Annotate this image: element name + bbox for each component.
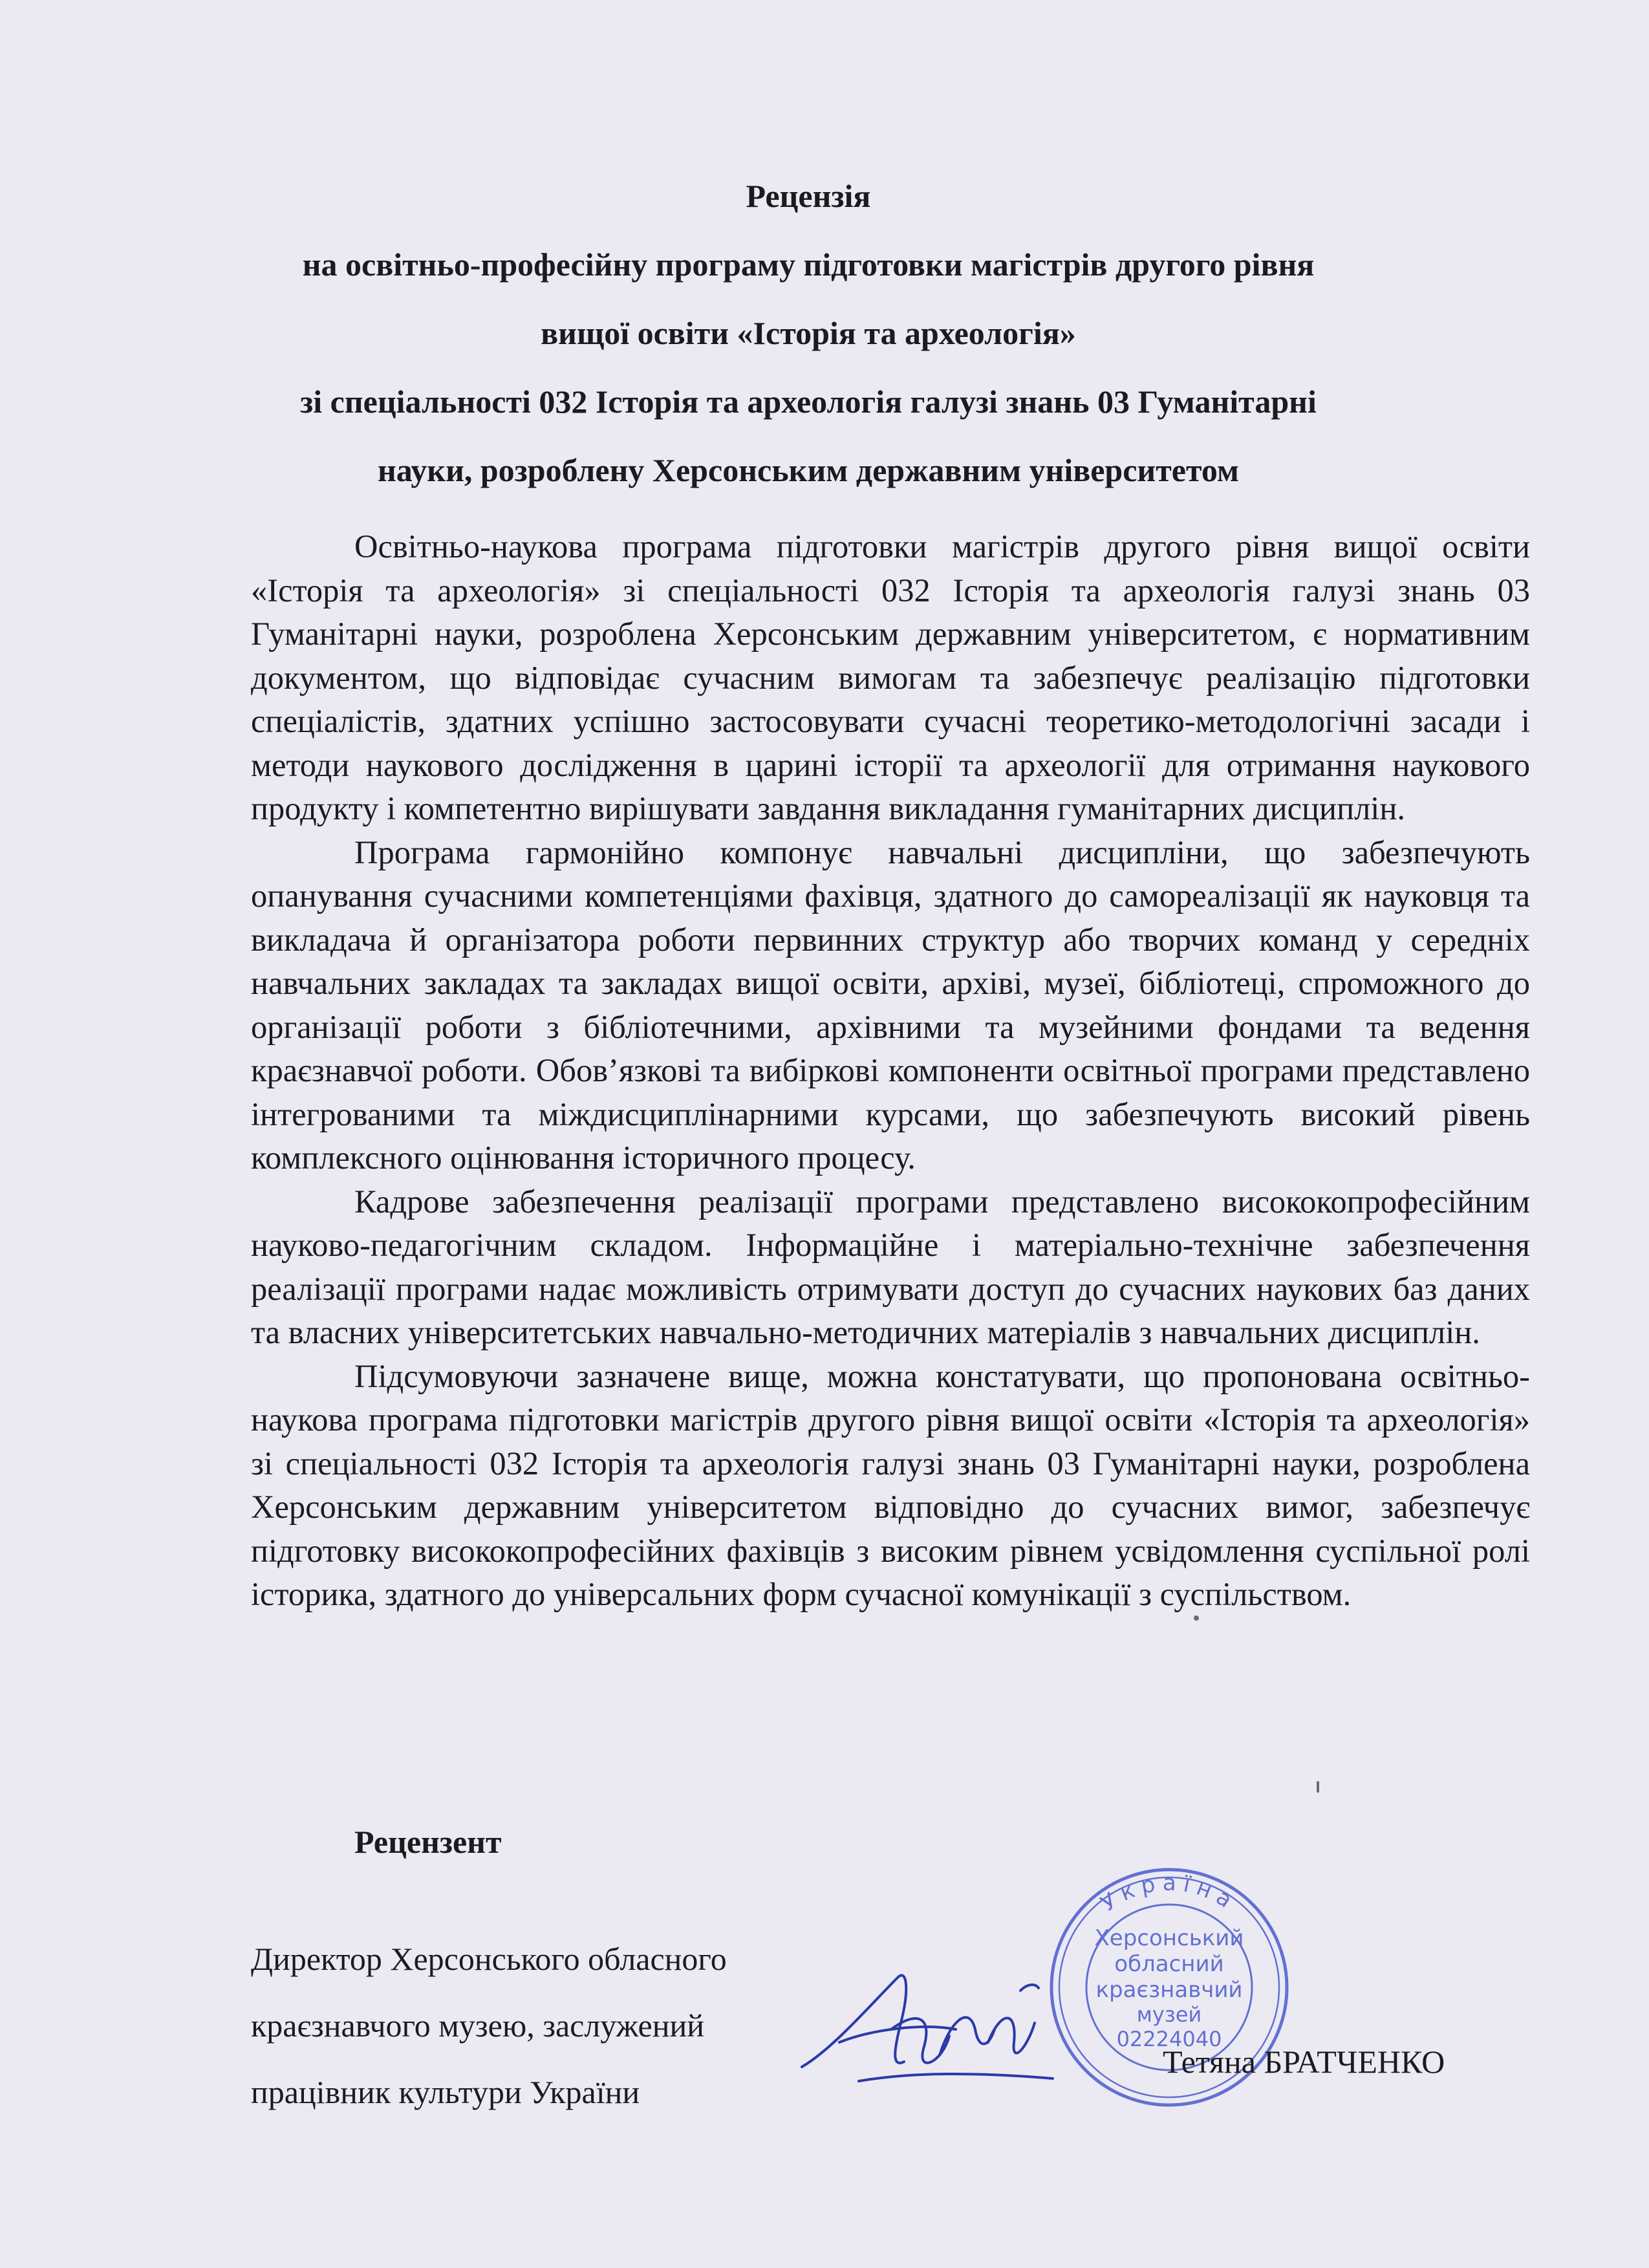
title-line: зі спеціальності 032 Історія та археологія галузі знань 03 Гуманітарні <box>300 383 1317 420</box>
stamp-line: обласний <box>1114 1951 1224 1977</box>
scan-speck <box>1317 1781 1319 1793</box>
position-line: працівник культури України <box>251 2074 640 2110</box>
position-line: Директор Херсонського обласного <box>251 1941 727 1977</box>
body-paragraph: Освітньо-наукова програма підготовки магістрів другого рівня вищої освіти «Історія та археологія» зі спеціальності 032 Історія та археологія галузі знань 03 Гуманітарні науки, розроблена Херсонським державним університетом, є нормативним документом, що відповідає сучасним вимогам та забезпечує реалізацію підготовки спеціалістів, здатних успішно застосовувати сучасні теоретико-методологічні засади і методи наукового дослідження в царині історії та археології для отримання наукового продукту і компетентно вирішувати завдання викладання гуманітарних дисциплін. <box>251 528 1530 826</box>
body-paragraph: Підсумовуючи зазначене вище, можна констатувати, що пропонована освітньо-наукова програма підготовки магістрів другого рівня вищої освіти «Історія та археологія» зі спеціальності 032 Історія та археологія галузі знань 03 Гуманітарні науки, розроблена Херсонським державним університетом відповідно до сучасних вимог, забезпечує підготовку висококопрофесійних фахівців з високим рівнем усвідомлення суспільної ролі історика, здатного до універсальних форм сучасної комунікації з суспільством. <box>251 1357 1530 1612</box>
body-paragraph: Програма гармонійно компонує навчальні дисципліни, що забезпечують опанування сучасними компетенціями фахівця, здатного до самореалізації як науковця та викладача й організатора роботи первинних структур або творчих команд у середніх навчальних закладах та закладах вищої освіти, архіві, музеї, бібліотеці, спроможного до організації роботи з бібліотечними, архівними та музейними фондами та ведення краєзнавчої роботи. Обов’язкові та вибіркові компоненти освітньої програми представлено інтегрованими та міждисциплінарними курсами, що забезпечують високий рівень комплексного оцінювання історичного процесу. <box>251 834 1530 1176</box>
reviewer-name: Тетяна БРАТЧЕНКО <box>1163 2044 1445 2080</box>
stamp-line: музей <box>1136 2002 1202 2027</box>
document-title <box>129 162 1487 504</box>
position-line: краєзнавчого музею, заслужений <box>251 2007 704 2044</box>
handwritten-signature <box>794 1952 1066 2101</box>
stamp-outer-text: Україна <box>1096 1870 1242 1917</box>
reviewer-position <box>251 1926 727 2126</box>
title-line: науки, розроблену Херсонським державним університетом <box>377 452 1239 488</box>
reviewer-heading: Рецензент <box>354 1824 502 1860</box>
title-line: Рецензія <box>746 178 871 214</box>
review-body <box>251 525 1530 1617</box>
stamp-line: краєзнавчий <box>1095 1977 1243 2003</box>
scan-speck <box>1194 1615 1199 1621</box>
stamp-code: 02224040 <box>1116 2027 1222 2051</box>
title-line: на освітньо-професійну програму підготовки магістрів другого рівня <box>302 246 1315 283</box>
body-paragraph: Кадрове забезпечення реалізації програми представлено висококопрофесійним науково-педагогічним складом. Інформаційне і матеріально-технічне забезпечення реалізації програми надає можливість отримувати доступ до сучасних наукових баз даних та власних університетських навчально-методичних матеріалів з навчальних дисциплін. <box>251 1183 1530 1350</box>
stamp-line: Херсонський <box>1094 1925 1244 1951</box>
title-line: вищої освіти «Історія та археологія» <box>541 315 1076 351</box>
